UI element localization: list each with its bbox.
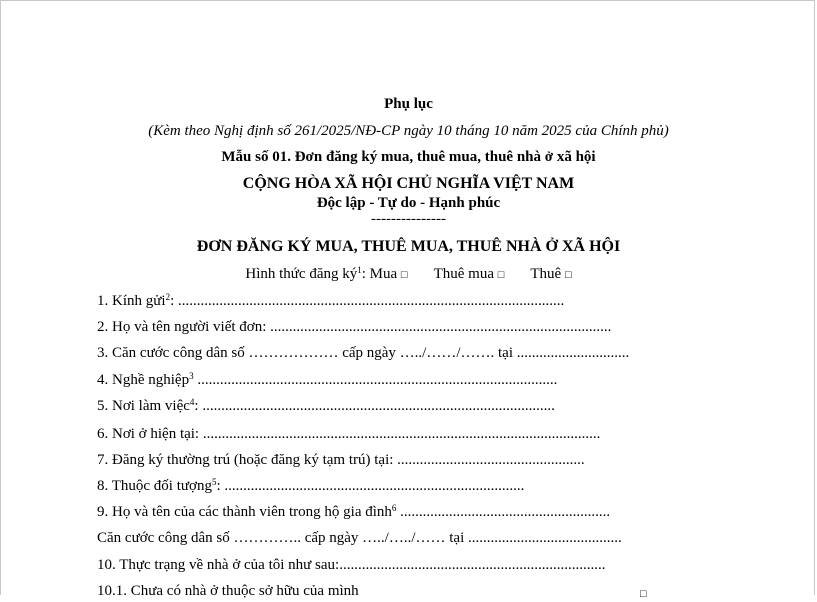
header-rule: --------------- bbox=[371, 211, 446, 227]
field-line-2: 2. Họ và tên người viết đơn: ........................................................................................... bbox=[97, 319, 612, 335]
field-line-8: 8. Thuộc đối tượng$^5$: ................................................................................ bbox=[97, 477, 525, 494]
footnote-marker: 1 bbox=[357, 265, 362, 275]
nation-motto: Độc lập - Tự do - Hạnh phúc bbox=[316, 195, 501, 211]
field-line-12: 10.1. Chưa có nhà ở thuộc sở hữu của mình bbox=[97, 583, 359, 599]
field-line-5: 5. Nơi làm việc$^4$: .............................................................................................. bbox=[97, 397, 555, 414]
checkbox-rent[interactable]: □ bbox=[564, 269, 572, 281]
field-line-3: 3. Căn cước công dân số ……………… cấp ngày …../……/……. tại .............................. bbox=[97, 345, 630, 361]
registration-label: Hình thức đăng ký bbox=[245, 266, 358, 282]
appendix-subtitle: (Kèm theo Nghị định số 261/2025/NĐ-CP ngày 10 tháng 10 năm 2025 của Chính phủ) bbox=[148, 123, 669, 139]
field-line-9: 9. Họ và tên của các thành viên trong hộ gia đình$^6$ ........................................................ bbox=[97, 503, 611, 520]
form-number: Mẫu số 01. Đơn đăng ký mua, thuê mua, thuê nhà ở xã hội bbox=[221, 149, 596, 165]
checkbox-no-house[interactable]: □ bbox=[640, 588, 647, 600]
registration-type-line bbox=[0, 266, 817, 283]
nation-name: CỘNG HÒA XÃ HỘI CHỦ NGHĨA VIỆT NAM bbox=[242, 175, 575, 192]
checkbox-buy[interactable]: □ bbox=[400, 269, 408, 281]
option-rent-label: Thuê bbox=[530, 266, 565, 282]
appendix-title: Phụ lục bbox=[384, 96, 433, 112]
checkbox-lease-purchase[interactable]: □ bbox=[497, 269, 505, 281]
field-line-4: 4. Nghề nghiệp$^3$ ................................................................................................ bbox=[97, 371, 558, 388]
field-line-10: Căn cước công dân số ………….. cấp ngày …../…../…… tại ......................................... bbox=[97, 530, 622, 546]
option-lease-purchase-label: Thuê mua bbox=[433, 266, 498, 282]
field-line-11: 10. Thực trạng về nhà ở của tôi như sau:....................................................................... bbox=[97, 557, 606, 573]
field-line-6: 6. Nơi ở hiện tại: .......................................................................................................... bbox=[97, 426, 601, 442]
field-line-7: 7. Đăng ký thường trú (hoặc đăng ký tạm trú) tại: .................................................. bbox=[97, 452, 585, 468]
option-buy-label: : Mua bbox=[361, 266, 401, 282]
form-title: ĐƠN ĐĂNG KÝ MUA, THUÊ MUA, THUÊ NHÀ Ở XÃ HỘI bbox=[196, 238, 621, 255]
field-line-1: 1. Kính gửi$^2$: ....................................................................................................... bbox=[97, 292, 565, 309]
